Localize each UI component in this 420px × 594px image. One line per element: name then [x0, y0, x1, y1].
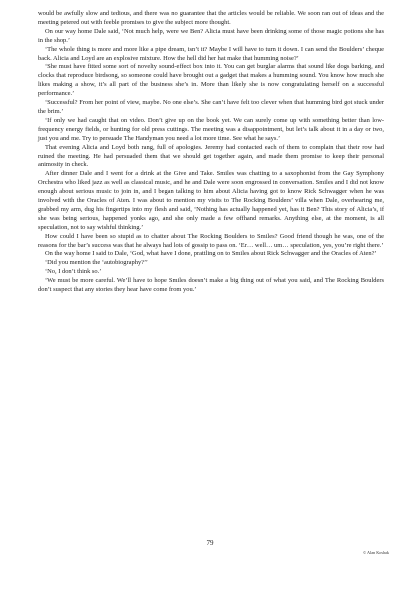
- paragraph: ‘No, I don’t think so.’: [45, 268, 102, 276]
- paragraph: would be awfully slow and tedious, and there was no guarantee that the articles would be reliable. We soon ran out of ideas and the meeting petered out with feeble promises to give the subject more thought.: [38, 10, 384, 26]
- paragraph: After dinner Dale and I went for a drink at the Give and Take. Smiles was chatting to a saxophonist from the Gay Symphony Orchestra who liked jazz as well as classical music, and he and Dale were soon engrossed in conversation. Smiles and I did not know enough about serious music to join in, and I began talking to him about Alicia having got to know Rick Schwagger when he was involved with the Oracles of Aten. I was about to mention my visits to The Rocking Boulders’ villa when Dale, overhearing me, grabbed my arm, dug his fingertips into my flesh and said, ‘Nothing has actually happened yet, has it Ben? This story of Alicia’s, if she was being serious, happened yonks ago, and she only made a few offhand remarks. Anything else, at the moment, is all speculation, not to say wishful thinking.’: [38, 170, 384, 231]
- paragraph: How could I have been so stupid as to chatter about The Rocking Boulders to Smiles? Good friend though he was, one of the reasons for the bar’s success was that he always had lots of gossip to pass on. ‘Er… well… um… speculation, yes, you’re right there.’: [38, 232, 384, 249]
- paragraph: That evening Alicia and Loyd both rang, full of apologies. Jeremy had contacted each of them to complain that their row had ruined the meeting. He had persuaded them that we should get together again, and made them promise to keep their personal animosity in check.: [38, 143, 384, 169]
- paragraph: On the way home I said to Dale, ‘God, what have I done, prattling on to Smiles about Rick Schwagger and the Oracles of Aten?’: [45, 250, 377, 258]
- body-text: [38, 10, 384, 295]
- copyright-notice: © Alan Koshak: [363, 550, 389, 555]
- paragraph: ‘Successful? From her point of view, maybe. No one else’s. She can’t have felt too clever when that humming bird got stuck under the brim.’: [38, 99, 384, 115]
- paragraph: ‘Did you mention the ‘autobiography?’’: [45, 259, 148, 267]
- paragraph: ‘If only we had caught that on video. Don’t give up on the book yet. We can surely come up with something better than low-frequency energy fields, or hunting for old press cuttings. The meeting was a disappointment, but let’s talk about it in a day or two, just you and me. Try to persuade The Handyman you need a lot more time. See what he says.’: [38, 116, 384, 142]
- page-number: 79: [206, 539, 214, 547]
- paragraph: On our way home Dale said, ‘Not much help, were we Ben? Alicia must have been drinking some of those magic potions she has in the shop.’: [38, 27, 384, 44]
- paragraph: ‘She must have fitted some sort of novelty sound-effect box into it. You can get burglar alarms that sound like dogs barking, and clocks that reproduce birdsong, so someone could have brought out a gadget that makes a humming sound. You know how much she likes making a show, it’s all part of the business she’s in. More than likely she is now congratulating herself on a successful performance.’: [38, 63, 384, 98]
- paragraph: ‘The whole thing is more and more like a pipe dream, isn’t it? Maybe I will have to turn it down. I can send the Boulders’ cheque back. Alicia and Loyd are an explosive mixture. How the hell did her hat make that humming noise?’: [38, 45, 384, 62]
- paragraph: ‘We must be more careful. We’ll have to hope Smiles doesn’t make a big thing out of what you said, and The Rocking Boulders don’t suspect that any stories they hear have come from you.’: [38, 277, 384, 294]
